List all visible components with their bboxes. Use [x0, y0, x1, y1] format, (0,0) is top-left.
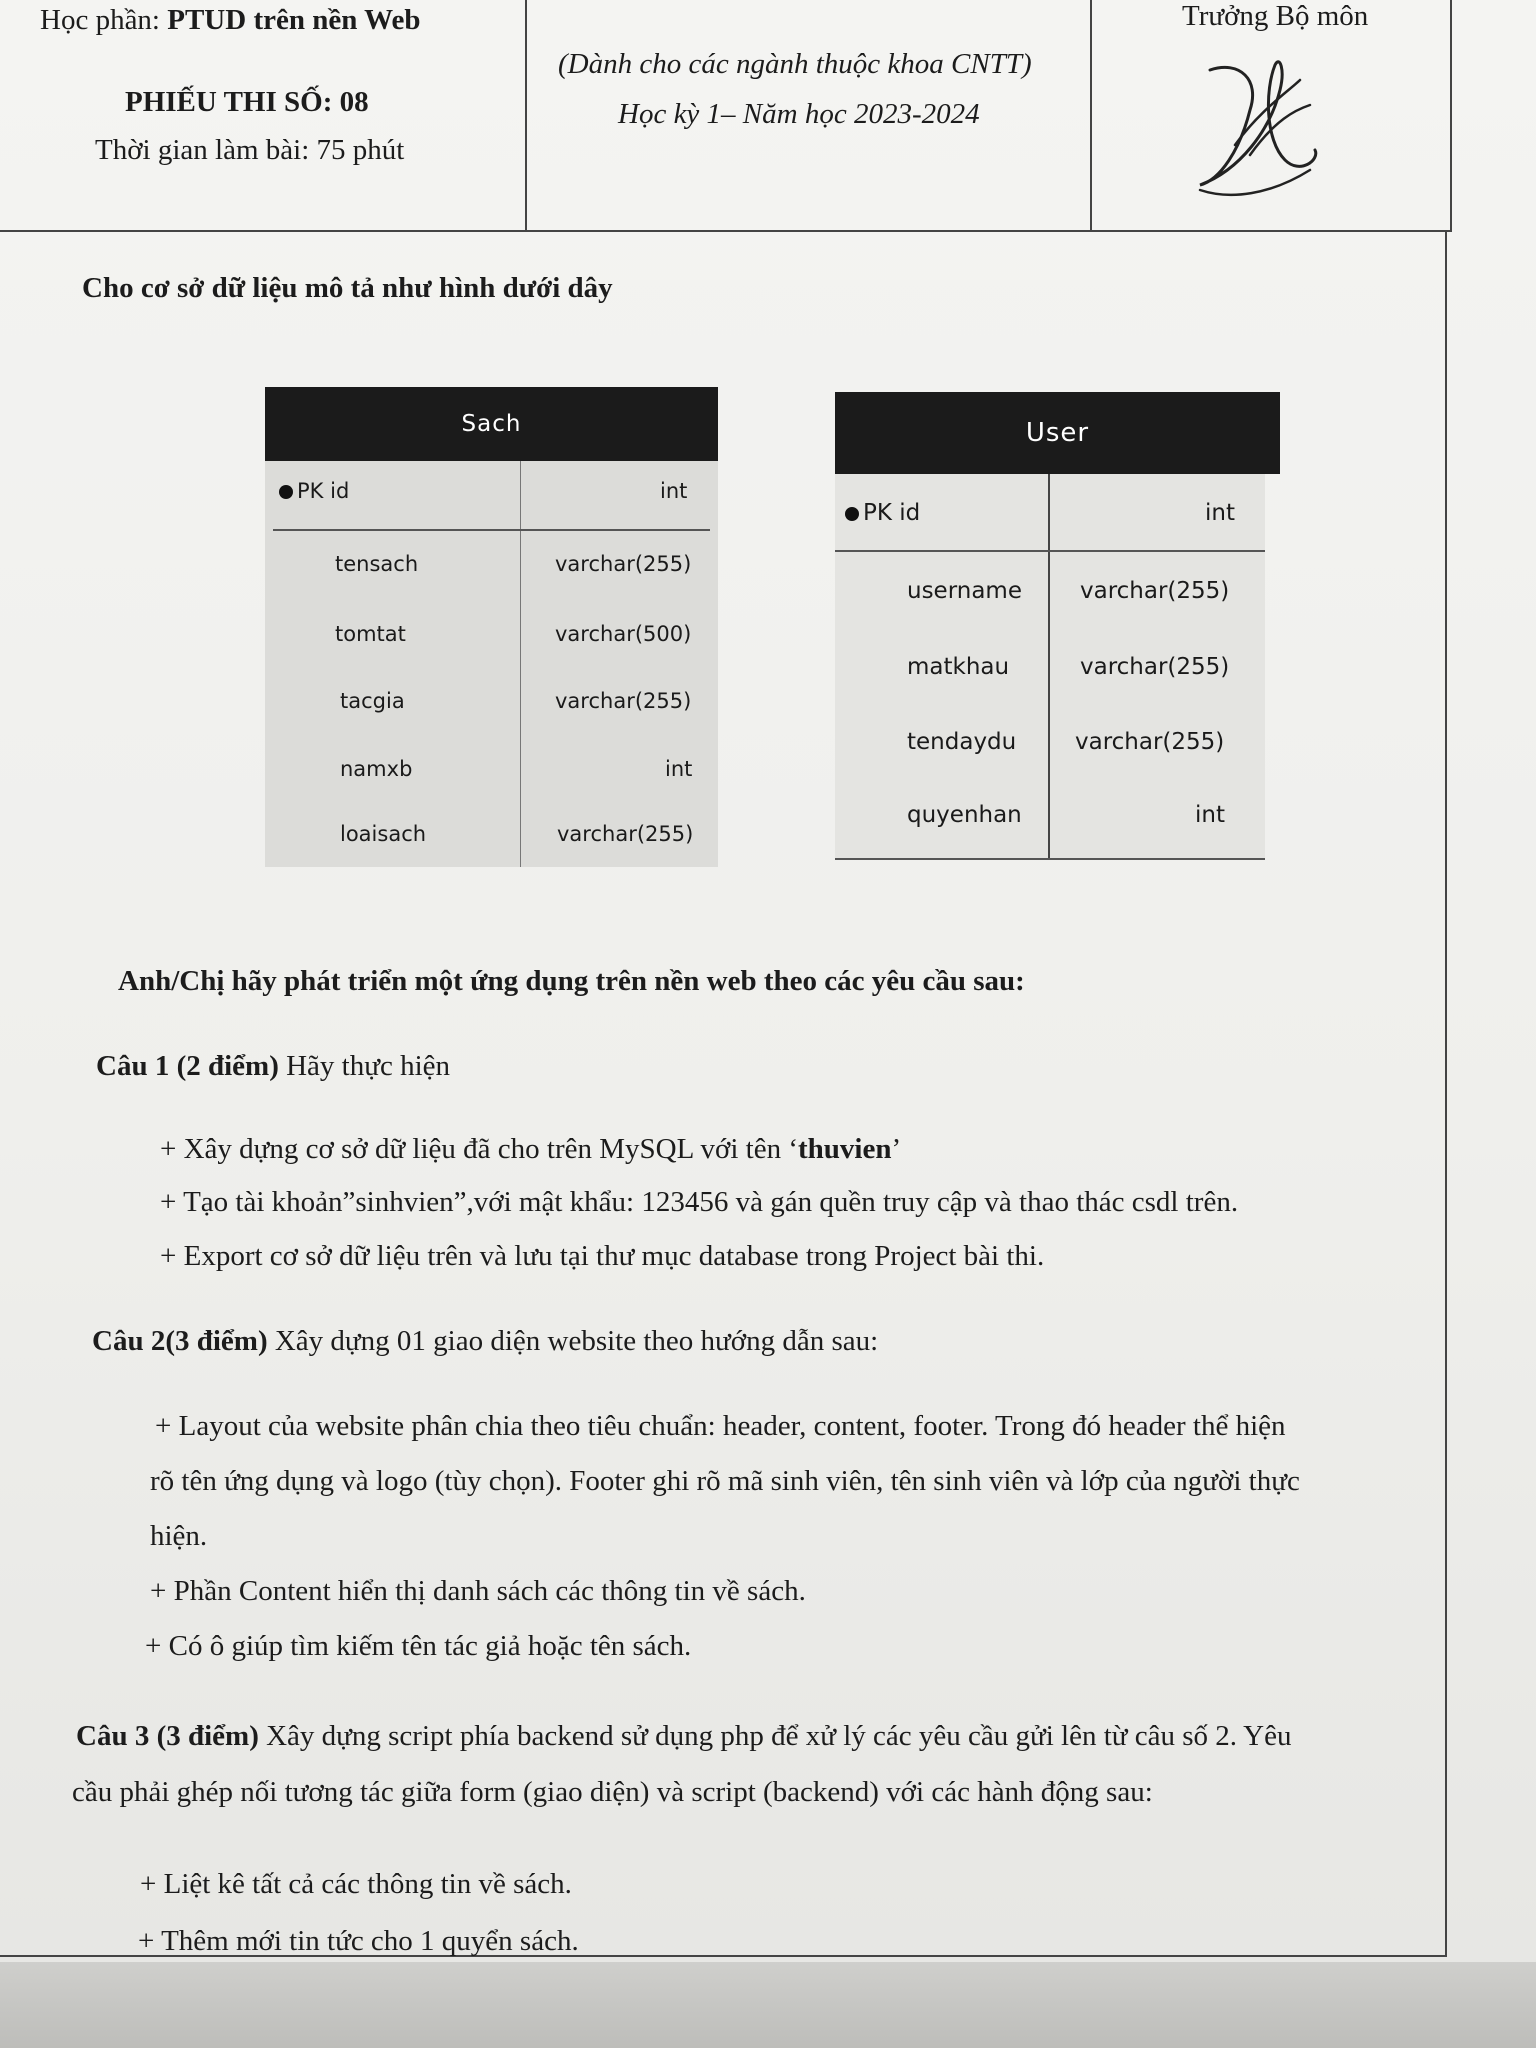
course-name: PTUD trên nền Web: [167, 4, 421, 36]
user-row-name: username: [907, 578, 1022, 604]
q3-line-2: cầu phải ghép nối tương tác giữa form (giao diện) và script (backend) với các hành động sau:: [72, 1776, 1153, 1808]
q1-item-3: + Export cơ sở dữ liệu trên và lưu tại thư mục database trong Project bài thi.: [160, 1240, 1045, 1272]
sach-row-name: PK id: [279, 479, 349, 503]
user-table: [835, 392, 1280, 860]
audience: (Dành cho các ngành thuộc khoa CNTT): [558, 48, 1032, 80]
sach-table: [265, 387, 718, 867]
sach-row-type: varchar(255): [555, 552, 692, 576]
user-row-name: matkhau: [907, 654, 1010, 680]
sach-row-name: tomtat: [335, 622, 406, 646]
q2-line-2: rõ tên ứng dụng và logo (tùy chọn). Footer ghi rõ mã sinh viên, tên sinh viên và lớp của người thực: [150, 1465, 1300, 1497]
user-row-type: varchar(255): [1075, 729, 1225, 755]
user-row-type: varchar(255): [1080, 578, 1230, 604]
sach-row-type: varchar(500): [555, 622, 692, 646]
key-icon: [845, 507, 859, 521]
exam-code: PHIẾU THI SỐ: 08: [125, 86, 369, 118]
user-table-title: User: [835, 392, 1280, 474]
user-row-type: int: [1205, 500, 1235, 526]
semester: Học kỳ 1– Năm học 2023-2024: [618, 98, 980, 130]
table-surface: [0, 1962, 1536, 2048]
key-icon: [279, 485, 293, 499]
sach-row-type: int: [660, 479, 688, 503]
sach-table-title: Sach: [265, 387, 718, 461]
intro-text: Cho cơ sở dữ liệu mô tả như hình dưới dây: [82, 272, 613, 304]
signature: [1180, 50, 1330, 200]
sach-row-name: namxb: [340, 757, 413, 781]
sach-row-type: varchar(255): [555, 689, 692, 713]
user-row-name: PK id: [845, 500, 920, 526]
duration: Thời gian làm bài: 75 phút: [95, 134, 405, 166]
sach-row-name: tensach: [335, 552, 419, 576]
q2-line-3: hiện.: [150, 1520, 208, 1552]
q2-line-4: + Phần Content hiển thị danh sách các thông tin về sách.: [150, 1575, 806, 1607]
header-divider-left: [525, 0, 527, 230]
q2-line-1: + Layout của website phân chia theo tiêu chuẩn: header, content, footer. Trong đó header thể hiện: [155, 1410, 1286, 1442]
sach-row-type: varchar(255): [557, 822, 694, 846]
q2-heading: Câu 2(3 điểm) Xây dựng 01 giao diện website theo hướng dẫn sau:: [92, 1325, 879, 1357]
sach-row-type: int: [665, 757, 693, 781]
q3-item-1: + Liệt kê tất cả các thông tin về sách.: [140, 1868, 572, 1900]
q2-line-5: + Có ô giúp tìm kiếm tên tác giả hoặc tên sách.: [145, 1630, 692, 1662]
sach-row-name: loaisach: [340, 822, 427, 846]
course-label: Học phần:: [40, 4, 160, 36]
user-row-type: varchar(255): [1080, 654, 1230, 680]
user-row-type: int: [1195, 802, 1225, 828]
user-row-name: quyenhan: [907, 802, 1022, 828]
sach-row-name: tacgia: [340, 689, 405, 713]
q1-item-1: + Xây dựng cơ sở dữ liệu đã cho trên MySQL với tên ‘thuvien’: [160, 1133, 902, 1165]
user-row-name: tendaydu: [907, 729, 1017, 755]
sach-table-body: [265, 461, 718, 867]
course-line: [40, 4, 420, 37]
header-divider-right: [1090, 0, 1092, 230]
q3-item-2: + Thêm mới tin tức cho 1 quyển sách.: [138, 1925, 579, 1957]
q3-heading: Câu 3 (3 điểm) Xây dựng script phía backend sử dụng php để xử lý các yêu cầu gửi lên từ câu số 2. Yêu: [76, 1720, 1292, 1752]
q1-item-2: + Tạo tài khoản”sinhvien”,với mật khẩu: 123456 và gán quền truy cập và thao thác csdl trên.: [160, 1186, 1239, 1218]
q1-heading: Câu 1 (2 điểm) Hãy thực hiện: [96, 1050, 450, 1082]
head-of-dept: Trưởng Bộ môn: [1182, 0, 1369, 32]
task-intro: Anh/Chị hãy phát triển một ứng dụng trên nền web theo các yêu cầu sau:: [118, 965, 1025, 997]
